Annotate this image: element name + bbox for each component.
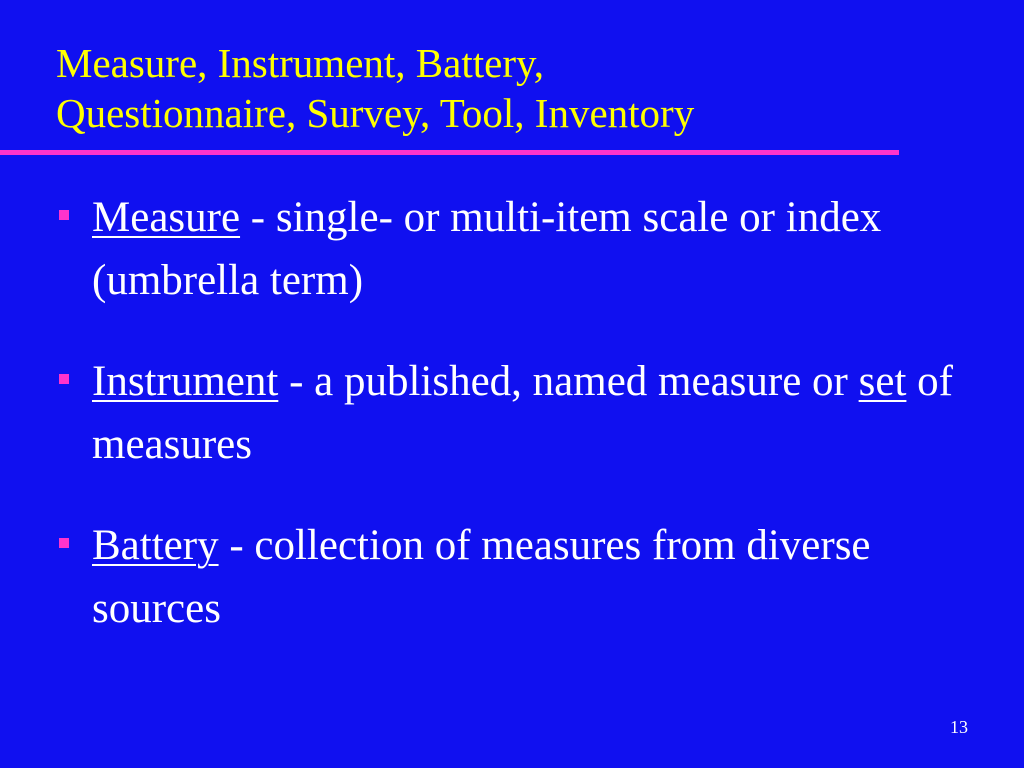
square-bullet-icon xyxy=(59,210,69,220)
term-instrument: Instrument xyxy=(92,358,279,405)
definition-measure-text: - single- or multi-item scale or index (umbrella term) xyxy=(92,194,882,304)
definition-battery-text: - collection of measures from diverse sources xyxy=(92,522,871,632)
term-set: set xyxy=(858,358,907,405)
square-bullet-icon xyxy=(59,374,69,384)
square-bullet-icon xyxy=(59,538,69,548)
definition-battery xyxy=(56,514,986,640)
slide-title xyxy=(56,38,956,138)
term-battery: Battery xyxy=(92,522,219,569)
term-measure: Measure xyxy=(92,194,241,241)
title-divider xyxy=(0,150,899,155)
definition-measure xyxy=(56,186,986,312)
slide-title-line-2: Questionnaire, Survey, Tool, Inventory xyxy=(56,90,695,136)
definition-instrument-text-start: - a published, named measure or xyxy=(278,358,859,405)
definition-instrument xyxy=(56,350,986,476)
slide-title-line-1: Measure, Instrument, Battery, xyxy=(56,40,545,86)
slide-page-number: 13 xyxy=(950,717,968,737)
definition-instrument-text-end: of measures xyxy=(92,358,953,468)
definition-list xyxy=(56,186,986,678)
